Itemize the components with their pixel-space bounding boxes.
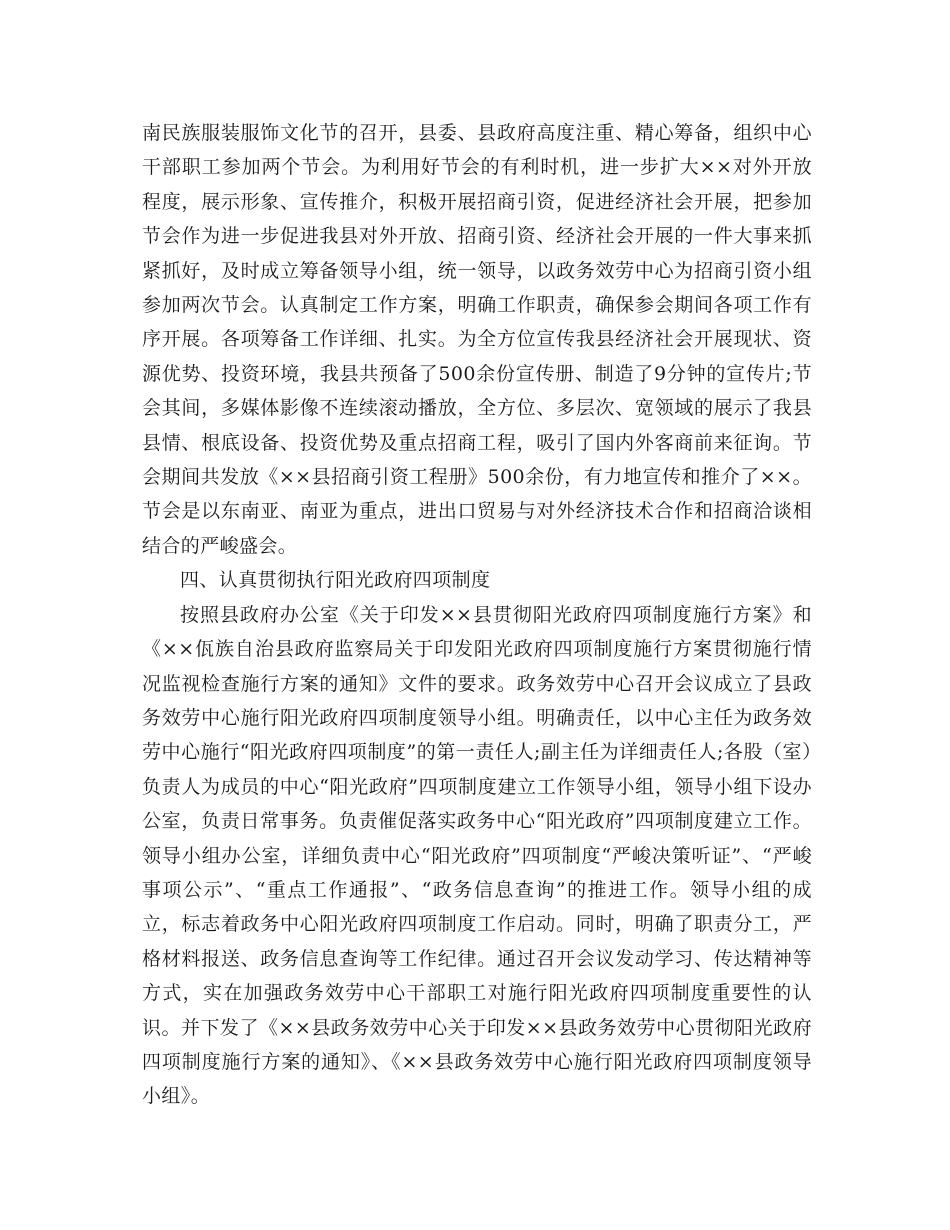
document-body <box>142 116 812 1114</box>
section-heading-4: 四、认真贯彻执行阳光政府四项制度 <box>180 569 491 592</box>
body-paragraph-2: 按照县政府办公室《关于印发××县贯彻阳光政府四项制度施行方案》和《××佤族自治县政府监察局关于印发阳光政府四项制度施行方案贯彻施行情况监视检查施行方案的通知》文件的要求。政务效劳中心召开会议成立了县政务效劳中心施行阳光政府四项制度领导小组。明确责任，以中心主任为政务效劳中心施行“阳光政府四项制度”的第一责任人;副主任为详细责任人;各股（室）负责人为成员的中心“阳光政府”四项制度建立工作领导小组，领导小组下设办公室，负责日常事务。负责催促落实政务中心“阳光政府”四项制度建立工作。领导小组办公室，详细负责中心“阳光政府”四项制度“严峻决策听证”、“严峻事项公示”、“重点工作通报”、“政务信息查询”的推进工作。领导小组的成立，标志着政务中心阳光政府四项制度工作启动。同时，明确了职责分工，严格材料报送、政务信息查询等工作纪律。通过召开会议发动学习、传达精神等方式，实在加强政务效劳中心干部职工对施行阳光政府四项制度重要性的认识。并下发了《××县政务效劳中心关于印发××县政务效劳中心贯彻阳光政府四项制度施行方案的通知》、《××县政务效劳中心施行阳光政府四项制度领导小组》。 <box>142 603 813 1108</box>
body-paragraph-1: 南民族服装服饰文化节的召开，县委、县政府高度注重、精心筹备，组织中心干部职工参加两个节会。为利用好节会的有利时机，进一步扩大××对外开放程度，展示形象、宣传推介，积极开展招商引资，促进经济社会开展，把参加节会作为进一步促进我县对外开放、招商引资、经济社会开展的一件大事来抓紧抓好，及时成立筹备领导小组，统一领导，以政务效劳中心为招商引资小组参加两次节会。认真制定工作方案，明确工作职责，确保参会期间各项工作有序开展。各项筹备工作详细、扎实。为全方位宣传我县经济社会开展现状、资源优势、投资环境，我县共预备了500余份宣传册、制造了9分钟的宣传片;节会其间，多媒体影像不连续滚动播放，全方位、多层次、宽领域的展示了我县县情、根底设备、投资优势及重点招商工程，吸引了国内外客商前来征询。节会期间共发放《××县招商引资工程册》500余份，有力地宣传和推介了××。节会是以东南亚、南亚为重点，进出口贸易与对外经济技术合作和招商洽谈相结合的严峻盛会。 <box>142 122 812 557</box>
